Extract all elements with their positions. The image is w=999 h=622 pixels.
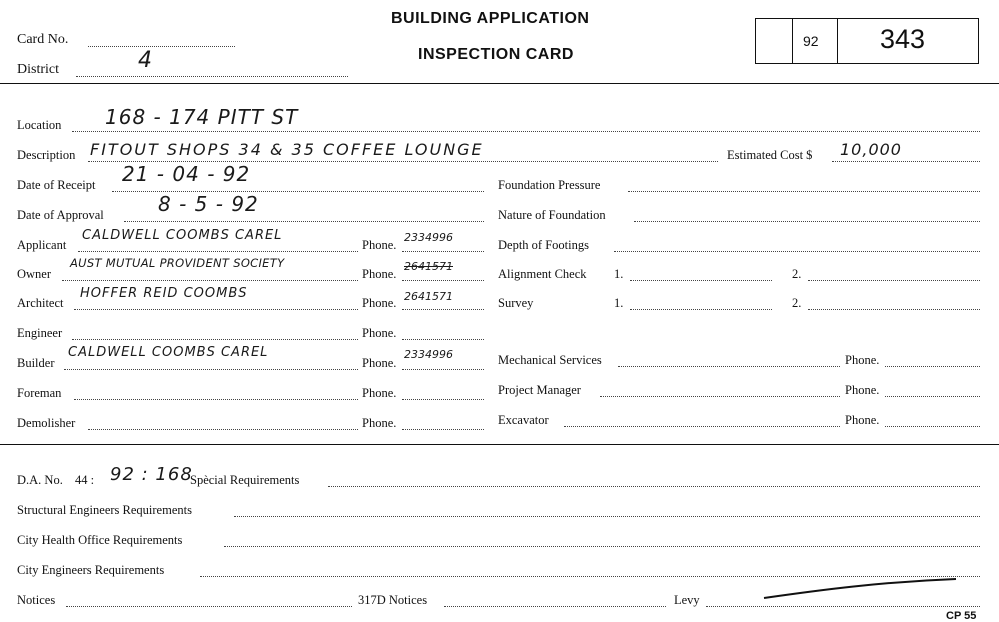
- box-number: 343: [880, 24, 926, 54]
- mechanical-services-field[interactable]: [618, 366, 840, 367]
- date-approval-label: Date of Approval: [17, 208, 104, 222]
- applicant-field[interactable]: [78, 251, 358, 252]
- owner-phone-label: Phone.: [362, 267, 397, 281]
- notices-317d-label: 317D Notices: [358, 593, 428, 607]
- nature-foundation-field[interactable]: [634, 221, 980, 222]
- survey-field-2[interactable]: [808, 309, 980, 310]
- builder-phone-label: Phone.: [362, 356, 397, 370]
- architect-label: Architect: [17, 296, 64, 310]
- engineer-phone-field[interactable]: [402, 339, 484, 340]
- health-requirements-field[interactable]: [224, 546, 980, 547]
- project-manager-field[interactable]: [600, 396, 840, 397]
- card-no-label: Card No.: [17, 32, 69, 47]
- card-no-field[interactable]: [88, 46, 235, 47]
- estimated-cost-value: 10,000: [840, 140, 902, 159]
- survey-field-1[interactable]: [630, 309, 772, 310]
- title-line1: BUILDING APPLICATION: [391, 10, 590, 27]
- builder-phone-field[interactable]: [402, 369, 484, 370]
- project-manager-label: Project Manager: [498, 383, 581, 397]
- owner-phone-field[interactable]: [402, 280, 484, 281]
- mechanical-services-label: Mechanical Services: [498, 353, 602, 367]
- applicant-phone-value: 2334996: [404, 231, 453, 244]
- architect-phone-value: 2641571: [404, 290, 453, 303]
- notices-field[interactable]: [66, 606, 352, 607]
- da-no-label: D.A. No.: [17, 473, 63, 487]
- applicant-label: Applicant: [17, 238, 67, 252]
- excavator-field[interactable]: [564, 426, 840, 427]
- engineer-phone-label: Phone.: [362, 326, 397, 340]
- depth-footings-label: Depth of Footings: [498, 238, 589, 252]
- project-manager-phone-field[interactable]: [885, 396, 980, 397]
- form-code: CP 55: [946, 610, 977, 622]
- estimated-cost-field[interactable]: [832, 161, 980, 162]
- district-field[interactable]: [76, 76, 348, 77]
- depth-footings-field[interactable]: [614, 251, 980, 252]
- applicant-value: CALDWELL COOMBS CAREL: [82, 228, 283, 243]
- owner-field[interactable]: [62, 280, 358, 281]
- estimated-cost-label: Estimated Cost $: [727, 148, 813, 162]
- location-label: Location: [17, 118, 62, 132]
- alignment-num1: 1.: [614, 267, 624, 281]
- demolisher-phone-field[interactable]: [402, 429, 484, 430]
- da-prefix: 44 :: [75, 473, 95, 487]
- levy-label: Levy: [674, 593, 700, 607]
- district-label: District: [17, 62, 59, 77]
- demolisher-label: Demolisher: [17, 416, 76, 430]
- survey-num1: 1.: [614, 296, 624, 310]
- district-value: 4: [138, 48, 153, 73]
- survey-label: Survey: [498, 296, 534, 310]
- description-label: Description: [17, 148, 76, 162]
- middle-rule: [0, 444, 999, 445]
- demolisher-phone-label: Phone.: [362, 416, 397, 430]
- demolisher-field[interactable]: [88, 429, 358, 430]
- box-year: 92: [803, 33, 819, 49]
- foundation-pressure-field[interactable]: [628, 191, 980, 192]
- engineer-field[interactable]: [72, 339, 358, 340]
- nature-foundation-label: Nature of Foundation: [498, 208, 606, 222]
- da-number-value: 92 : 168: [110, 464, 193, 485]
- levy-pen-stroke: [760, 576, 960, 604]
- architect-phone-label: Phone.: [362, 296, 397, 310]
- architect-value: HOFFER REID COOMBS: [80, 286, 248, 301]
- owner-phone-value: 2641571: [404, 260, 453, 273]
- location-value: 168 - 174 PITT ST: [105, 105, 299, 129]
- applicant-phone-label: Phone.: [362, 238, 397, 252]
- title-line2: INSPECTION CARD: [418, 46, 574, 63]
- structural-requirements-label: Structural Engineers Requirements: [17, 503, 192, 517]
- excavator-phone-field[interactable]: [885, 426, 980, 427]
- foreman-field[interactable]: [74, 399, 358, 400]
- engineer-label: Engineer: [17, 326, 63, 340]
- excavator-label: Excavator: [498, 413, 549, 427]
- description-value: FITOUT SHOPS 34 & 35 COFFEE LOUNGE: [90, 140, 484, 159]
- city-engineers-requirements-label: City Engineers Requirements: [17, 563, 165, 577]
- box-divider-2: [837, 18, 838, 64]
- builder-phone-value: 2334996: [404, 348, 453, 361]
- foreman-phone-field[interactable]: [402, 399, 484, 400]
- alignment-check-field-2[interactable]: [808, 280, 980, 281]
- header-rule: [0, 83, 999, 84]
- builder-label: Builder: [17, 356, 55, 370]
- special-requirements-label: Spècial Requirements: [190, 473, 300, 487]
- owner-label: Owner: [17, 267, 52, 281]
- card-number-box: [755, 18, 979, 64]
- date-receipt-label: Date of Receipt: [17, 178, 96, 192]
- structural-requirements-field[interactable]: [234, 516, 980, 517]
- survey-num2: 2.: [792, 296, 802, 310]
- date-receipt-value: 21 - 04 - 92: [122, 162, 251, 186]
- applicant-phone-field[interactable]: [402, 251, 484, 252]
- box-divider-1: [792, 18, 793, 64]
- notices-317d-field[interactable]: [444, 606, 666, 607]
- mechanical-phone-label: Phone.: [845, 353, 880, 367]
- foreman-phone-label: Phone.: [362, 386, 397, 400]
- health-requirements-label: City Health Office Requirements: [17, 533, 183, 547]
- owner-value: AUST MUTUAL PROVIDENT SOCIETY: [70, 256, 285, 270]
- alignment-check-field-1[interactable]: [630, 280, 772, 281]
- builder-field[interactable]: [64, 369, 358, 370]
- alignment-check-label: Alignment Check: [498, 267, 587, 281]
- notices-label: Notices: [17, 593, 56, 607]
- mechanical-phone-field[interactable]: [885, 366, 980, 367]
- architect-phone-field[interactable]: [402, 309, 484, 310]
- location-field[interactable]: [72, 131, 980, 132]
- date-approval-value: 8 - 5 - 92: [158, 192, 259, 216]
- foundation-pressure-label: Foundation Pressure: [498, 178, 601, 192]
- levy-field[interactable]: [706, 606, 980, 607]
- date-approval-field[interactable]: [124, 221, 484, 222]
- foreman-label: Foreman: [17, 386, 62, 400]
- project-manager-phone-label: Phone.: [845, 383, 880, 397]
- architect-field[interactable]: [74, 309, 358, 310]
- alignment-num2: 2.: [792, 267, 802, 281]
- special-requirements-field[interactable]: [328, 486, 980, 487]
- builder-value: CALDWELL COOMBS CAREL: [68, 345, 269, 360]
- excavator-phone-label: Phone.: [845, 413, 880, 427]
